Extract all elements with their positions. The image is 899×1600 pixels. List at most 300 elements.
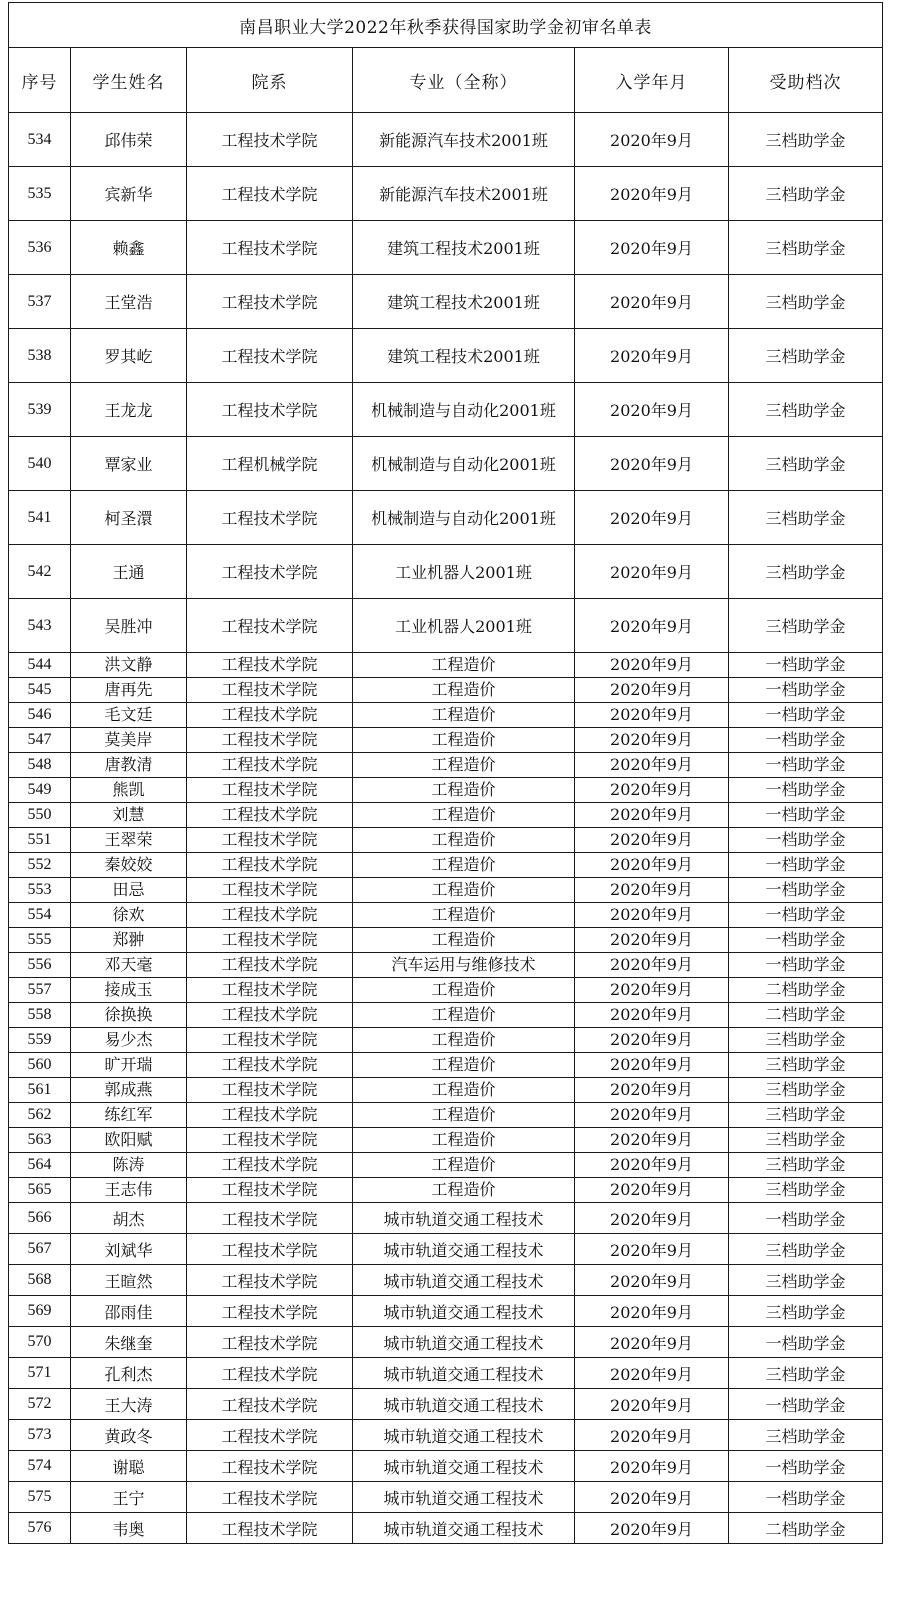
cell-dept: 工程技术学院: [187, 703, 353, 728]
cell-name: 王龙龙: [71, 383, 187, 437]
cell-dept: 工程技术学院: [187, 329, 353, 383]
table-row: [9, 1003, 883, 1028]
cell-major: 工程造价: [353, 1153, 575, 1178]
cell-enroll: 2020年9月: [575, 1103, 729, 1128]
cell-major: 工程造价: [353, 753, 575, 778]
table-row: [9, 1420, 883, 1451]
cell-major: 建筑工程技术2001班: [353, 221, 575, 275]
cell-major: 建筑工程技术2001班: [353, 329, 575, 383]
cell-name: 秦姣姣: [71, 853, 187, 878]
table-title: 南昌职业大学2022年秋季获得国家助学金初审名单表: [9, 3, 883, 48]
cell-level: 一档助学金: [729, 653, 883, 678]
cell-enroll: 2020年9月: [575, 1482, 729, 1513]
table-row: [9, 703, 883, 728]
cell-dept: 工程技术学院: [187, 853, 353, 878]
cell-enroll: 2020年9月: [575, 878, 729, 903]
cell-dept: 工程技术学院: [187, 1103, 353, 1128]
cell-dept: 工程技术学院: [187, 878, 353, 903]
cell-enroll: 2020年9月: [575, 778, 729, 803]
cell-no: 550: [9, 803, 71, 828]
cell-enroll: 2020年9月: [575, 437, 729, 491]
cell-level: 三档助学金: [729, 1420, 883, 1451]
table-row: [9, 275, 883, 329]
table-row: [9, 1028, 883, 1053]
cell-name: 刘斌华: [71, 1234, 187, 1265]
cell-level: 一档助学金: [729, 903, 883, 928]
cell-enroll: 2020年9月: [575, 703, 729, 728]
cell-major: 工程造价: [353, 653, 575, 678]
cell-dept: 工程技术学院: [187, 753, 353, 778]
cell-name: 柯圣澴: [71, 491, 187, 545]
cell-level: 三档助学金: [729, 1358, 883, 1389]
cell-name: 莫美岸: [71, 728, 187, 753]
cell-no: 571: [9, 1358, 71, 1389]
cell-name: 洪文静: [71, 653, 187, 678]
table-row: [9, 853, 883, 878]
cell-dept: 工程技术学院: [187, 928, 353, 953]
cell-level: 一档助学金: [729, 1203, 883, 1234]
cell-enroll: 2020年9月: [575, 953, 729, 978]
cell-no: 553: [9, 878, 71, 903]
cell-major: 城市轨道交通工程技术: [353, 1513, 575, 1544]
cell-name: 王志伟: [71, 1178, 187, 1203]
cell-major: 工程造价: [353, 703, 575, 728]
table-row: [9, 1513, 883, 1544]
cell-major: 工程造价: [353, 1178, 575, 1203]
cell-major: 城市轨道交通工程技术: [353, 1389, 575, 1420]
table-row: [9, 1053, 883, 1078]
cell-level: 一档助学金: [729, 928, 883, 953]
cell-level: 二档助学金: [729, 978, 883, 1003]
cell-major: 工程造价: [353, 1053, 575, 1078]
table-row: [9, 1153, 883, 1178]
cell-dept: 工程技术学院: [187, 1028, 353, 1053]
cell-name: 旷开瑞: [71, 1053, 187, 1078]
cell-dept: 工程技术学院: [187, 1451, 353, 1482]
cell-no: 556: [9, 953, 71, 978]
cell-enroll: 2020年9月: [575, 599, 729, 653]
cell-enroll: 2020年9月: [575, 329, 729, 383]
table-row: [9, 1178, 883, 1203]
table-row: [9, 1451, 883, 1482]
cell-name: 郑翀: [71, 928, 187, 953]
cell-name: 胡杰: [71, 1203, 187, 1234]
table-row: [9, 753, 883, 778]
cell-major: 新能源汽车技术2001班: [353, 167, 575, 221]
cell-level: 三档助学金: [729, 545, 883, 599]
table-row: [9, 878, 883, 903]
cell-enroll: 2020年9月: [575, 1153, 729, 1178]
cell-enroll: 2020年9月: [575, 1389, 729, 1420]
cell-major: 工程造价: [353, 678, 575, 703]
cell-enroll: 2020年9月: [575, 1513, 729, 1544]
cell-dept: 工程技术学院: [187, 1128, 353, 1153]
table-row: [9, 678, 883, 703]
cell-enroll: 2020年9月: [575, 853, 729, 878]
cell-no: 560: [9, 1053, 71, 1078]
cell-name: 邵雨佳: [71, 1296, 187, 1327]
cell-level: 一档助学金: [729, 828, 883, 853]
cell-dept: 工程技术学院: [187, 1265, 353, 1296]
cell-no: 566: [9, 1203, 71, 1234]
cell-level: 三档助学金: [729, 1103, 883, 1128]
cell-name: 邓天毫: [71, 953, 187, 978]
cell-no: 543: [9, 599, 71, 653]
cell-no: 536: [9, 221, 71, 275]
table-row: [9, 903, 883, 928]
cell-enroll: 2020年9月: [575, 928, 729, 953]
table-row: [9, 828, 883, 853]
cell-no: 551: [9, 828, 71, 853]
table-row: [9, 1482, 883, 1513]
table-row: [9, 491, 883, 545]
cell-level: 一档助学金: [729, 1451, 883, 1482]
cell-name: 韦奥: [71, 1513, 187, 1544]
cell-major: 工程造价: [353, 1028, 575, 1053]
cell-major: 城市轨道交通工程技术: [353, 1420, 575, 1451]
table-row: [9, 1327, 883, 1358]
cell-enroll: 2020年9月: [575, 113, 729, 167]
cell-enroll: 2020年9月: [575, 545, 729, 599]
table-row: [9, 113, 883, 167]
cell-major: 工程造价: [353, 853, 575, 878]
cell-name: 王通: [71, 545, 187, 599]
cell-name: 吴胜冲: [71, 599, 187, 653]
cell-no: 542: [9, 545, 71, 599]
cell-no: 572: [9, 1389, 71, 1420]
cell-enroll: 2020年9月: [575, 1003, 729, 1028]
header-dept: 院系: [187, 48, 353, 113]
table-row: [9, 383, 883, 437]
cell-enroll: 2020年9月: [575, 978, 729, 1003]
cell-no: 570: [9, 1327, 71, 1358]
cell-no: 558: [9, 1003, 71, 1028]
cell-no: 545: [9, 678, 71, 703]
cell-enroll: 2020年9月: [575, 1265, 729, 1296]
cell-dept: 工程技术学院: [187, 599, 353, 653]
cell-enroll: 2020年9月: [575, 221, 729, 275]
cell-dept: 工程技术学院: [187, 1178, 353, 1203]
header-enroll: 入学年月: [575, 48, 729, 113]
cell-major: 城市轨道交通工程技术: [353, 1482, 575, 1513]
header-no: 序号: [9, 48, 71, 113]
cell-major: 城市轨道交通工程技术: [353, 1234, 575, 1265]
cell-major: 新能源汽车技术2001班: [353, 113, 575, 167]
cell-dept: 工程技术学院: [187, 728, 353, 753]
cell-major: 城市轨道交通工程技术: [353, 1327, 575, 1358]
cell-dept: 工程技术学院: [187, 953, 353, 978]
cell-major: 工程造价: [353, 978, 575, 1003]
table-row: [9, 1389, 883, 1420]
cell-name: 王宁: [71, 1482, 187, 1513]
cell-dept: 工程技术学院: [187, 803, 353, 828]
cell-enroll: 2020年9月: [575, 1078, 729, 1103]
cell-name: 罗其屹: [71, 329, 187, 383]
cell-no: 567: [9, 1234, 71, 1265]
cell-level: 三档助学金: [729, 1053, 883, 1078]
cell-no: 547: [9, 728, 71, 753]
cell-name: 练红军: [71, 1103, 187, 1128]
cell-no: 562: [9, 1103, 71, 1128]
cell-no: 564: [9, 1153, 71, 1178]
table-row: [9, 653, 883, 678]
table-row: [9, 221, 883, 275]
header-name: 学生姓名: [71, 48, 187, 113]
cell-dept: 工程技术学院: [187, 1296, 353, 1327]
table-row: [9, 1265, 883, 1296]
cell-level: 三档助学金: [729, 1296, 883, 1327]
cell-enroll: 2020年9月: [575, 1178, 729, 1203]
cell-dept: 工程技术学院: [187, 1053, 353, 1078]
cell-no: 537: [9, 275, 71, 329]
cell-no: 563: [9, 1128, 71, 1153]
cell-level: 二档助学金: [729, 1513, 883, 1544]
cell-level: 三档助学金: [729, 1178, 883, 1203]
cell-level: 一档助学金: [729, 778, 883, 803]
table-row: [9, 1358, 883, 1389]
cell-major: 工程造价: [353, 1128, 575, 1153]
cell-name: 徐换换: [71, 1003, 187, 1028]
cell-major: 工程造价: [353, 1103, 575, 1128]
table-row: [9, 167, 883, 221]
cell-no: 565: [9, 1178, 71, 1203]
cell-enroll: 2020年9月: [575, 728, 729, 753]
cell-dept: 工程技术学院: [187, 167, 353, 221]
cell-enroll: 2020年9月: [575, 828, 729, 853]
cell-dept: 工程技术学院: [187, 1327, 353, 1358]
cell-major: 工程造价: [353, 1078, 575, 1103]
cell-enroll: 2020年9月: [575, 1451, 729, 1482]
table-row: [9, 437, 883, 491]
cell-major: 工业机器人2001班: [353, 599, 575, 653]
cell-level: 三档助学金: [729, 113, 883, 167]
cell-level: 一档助学金: [729, 678, 883, 703]
cell-no: 546: [9, 703, 71, 728]
table-row: [9, 599, 883, 653]
cell-no: 552: [9, 853, 71, 878]
cell-level: 三档助学金: [729, 437, 883, 491]
cell-enroll: 2020年9月: [575, 167, 729, 221]
cell-level: 一档助学金: [729, 953, 883, 978]
cell-dept: 工程技术学院: [187, 491, 353, 545]
cell-major: 城市轨道交通工程技术: [353, 1265, 575, 1296]
cell-major: 城市轨道交通工程技术: [353, 1358, 575, 1389]
cell-dept: 工程技术学院: [187, 275, 353, 329]
cell-level: 一档助学金: [729, 878, 883, 903]
cell-level: 一档助学金: [729, 1327, 883, 1358]
cell-major: 机械制造与自动化2001班: [353, 383, 575, 437]
cell-name: 宾新华: [71, 167, 187, 221]
header-row: [9, 48, 883, 113]
cell-major: 工程造价: [353, 828, 575, 853]
cell-enroll: 2020年9月: [575, 1358, 729, 1389]
cell-level: 三档助学金: [729, 1078, 883, 1103]
cell-name: 徐欢: [71, 903, 187, 928]
cell-name: 欧阳赋: [71, 1128, 187, 1153]
table-row: [9, 1296, 883, 1327]
cell-no: 569: [9, 1296, 71, 1327]
cell-dept: 工程技术学院: [187, 1482, 353, 1513]
cell-level: 三档助学金: [729, 275, 883, 329]
cell-dept: 工程技术学院: [187, 1358, 353, 1389]
cell-enroll: 2020年9月: [575, 653, 729, 678]
cell-name: 郭成燕: [71, 1078, 187, 1103]
table-row: [9, 953, 883, 978]
cell-no: 549: [9, 778, 71, 803]
table-row: [9, 545, 883, 599]
cell-level: 三档助学金: [729, 221, 883, 275]
cell-enroll: 2020年9月: [575, 753, 729, 778]
cell-no: 554: [9, 903, 71, 928]
table-row: [9, 778, 883, 803]
cell-name: 唐再先: [71, 678, 187, 703]
cell-no: 573: [9, 1420, 71, 1451]
cell-name: 刘慧: [71, 803, 187, 828]
cell-enroll: 2020年9月: [575, 275, 729, 329]
table-row: [9, 1128, 883, 1153]
cell-level: 一档助学金: [729, 703, 883, 728]
cell-dept: 工程技术学院: [187, 828, 353, 853]
cell-major: 工程造价: [353, 803, 575, 828]
cell-name: 毛文廷: [71, 703, 187, 728]
cell-no: 544: [9, 653, 71, 678]
cell-major: 机械制造与自动化2001班: [353, 437, 575, 491]
cell-dept: 工程技术学院: [187, 1078, 353, 1103]
cell-enroll: 2020年9月: [575, 1296, 729, 1327]
cell-name: 接成玉: [71, 978, 187, 1003]
cell-major: 工程造价: [353, 878, 575, 903]
table-row: [9, 1203, 883, 1234]
cell-name: 王大涛: [71, 1389, 187, 1420]
cell-level: 三档助学金: [729, 1128, 883, 1153]
cell-level: 三档助学金: [729, 1234, 883, 1265]
cell-level: 三档助学金: [729, 1028, 883, 1053]
cell-name: 王翠荣: [71, 828, 187, 853]
cell-dept: 工程技术学院: [187, 978, 353, 1003]
cell-level: 一档助学金: [729, 853, 883, 878]
cell-name: 覃家业: [71, 437, 187, 491]
cell-enroll: 2020年9月: [575, 1203, 729, 1234]
cell-level: 三档助学金: [729, 491, 883, 545]
cell-level: 三档助学金: [729, 599, 883, 653]
cell-dept: 工程机械学院: [187, 437, 353, 491]
cell-major: 机械制造与自动化2001班: [353, 491, 575, 545]
cell-no: 535: [9, 167, 71, 221]
cell-dept: 工程技术学院: [187, 1420, 353, 1451]
cell-name: 赖鑫: [71, 221, 187, 275]
cell-level: 一档助学金: [729, 753, 883, 778]
cell-level: 一档助学金: [729, 728, 883, 753]
cell-no: 538: [9, 329, 71, 383]
cell-name: 谢聪: [71, 1451, 187, 1482]
table-row: [9, 1103, 883, 1128]
cell-name: 田忌: [71, 878, 187, 903]
cell-dept: 工程技术学院: [187, 1153, 353, 1178]
cell-major: 汽车运用与维修技术: [353, 953, 575, 978]
cell-enroll: 2020年9月: [575, 1420, 729, 1451]
cell-dept: 工程技术学院: [187, 678, 353, 703]
cell-enroll: 2020年9月: [575, 678, 729, 703]
cell-level: 三档助学金: [729, 1265, 883, 1296]
cell-level: 二档助学金: [729, 1003, 883, 1028]
cell-no: 555: [9, 928, 71, 953]
cell-level: 一档助学金: [729, 1389, 883, 1420]
cell-major: 城市轨道交通工程技术: [353, 1203, 575, 1234]
cell-major: 工程造价: [353, 903, 575, 928]
cell-major: 工程造价: [353, 778, 575, 803]
cell-dept: 工程技术学院: [187, 653, 353, 678]
cell-no: 568: [9, 1265, 71, 1296]
cell-no: 576: [9, 1513, 71, 1544]
header-major: 专业（全称）: [353, 48, 575, 113]
header-level: 受助档次: [729, 48, 883, 113]
cell-dept: 工程技术学院: [187, 1003, 353, 1028]
cell-dept: 工程技术学院: [187, 113, 353, 167]
cell-no: 574: [9, 1451, 71, 1482]
cell-name: 王暄然: [71, 1265, 187, 1296]
cell-enroll: 2020年9月: [575, 903, 729, 928]
cell-name: 易少杰: [71, 1028, 187, 1053]
cell-no: 540: [9, 437, 71, 491]
table-row: [9, 1078, 883, 1103]
cell-name: 黄政冬: [71, 1420, 187, 1451]
table-row: [9, 329, 883, 383]
cell-dept: 工程技术学院: [187, 1234, 353, 1265]
cell-no: 548: [9, 753, 71, 778]
cell-level: 三档助学金: [729, 383, 883, 437]
cell-no: 541: [9, 491, 71, 545]
cell-level: 一档助学金: [729, 1482, 883, 1513]
cell-dept: 工程技术学院: [187, 383, 353, 437]
grant-list-table: [8, 2, 883, 1544]
table-row: [9, 803, 883, 828]
cell-no: 557: [9, 978, 71, 1003]
cell-enroll: 2020年9月: [575, 491, 729, 545]
cell-enroll: 2020年9月: [575, 383, 729, 437]
cell-name: 孔利杰: [71, 1358, 187, 1389]
cell-level: 三档助学金: [729, 329, 883, 383]
cell-level: 一档助学金: [729, 803, 883, 828]
cell-enroll: 2020年9月: [575, 1028, 729, 1053]
cell-dept: 工程技术学院: [187, 545, 353, 599]
cell-dept: 工程技术学院: [187, 221, 353, 275]
cell-name: 王堂浩: [71, 275, 187, 329]
table-row: [9, 728, 883, 753]
cell-major: 工业机器人2001班: [353, 545, 575, 599]
cell-major: 城市轨道交通工程技术: [353, 1451, 575, 1482]
cell-dept: 工程技术学院: [187, 1203, 353, 1234]
cell-major: 工程造价: [353, 1003, 575, 1028]
cell-enroll: 2020年9月: [575, 1128, 729, 1153]
cell-no: 561: [9, 1078, 71, 1103]
cell-name: 熊凯: [71, 778, 187, 803]
table-row: [9, 1234, 883, 1265]
cell-no: 539: [9, 383, 71, 437]
cell-name: 朱继奎: [71, 1327, 187, 1358]
cell-name: 邱伟荣: [71, 113, 187, 167]
cell-dept: 工程技术学院: [187, 778, 353, 803]
cell-enroll: 2020年9月: [575, 1234, 729, 1265]
cell-name: 陈涛: [71, 1153, 187, 1178]
cell-no: 534: [9, 113, 71, 167]
cell-dept: 工程技术学院: [187, 1513, 353, 1544]
table-row: [9, 978, 883, 1003]
cell-dept: 工程技术学院: [187, 1389, 353, 1420]
cell-name: 唐教清: [71, 753, 187, 778]
cell-major: 工程造价: [353, 928, 575, 953]
cell-dept: 工程技术学院: [187, 903, 353, 928]
table-row: [9, 928, 883, 953]
